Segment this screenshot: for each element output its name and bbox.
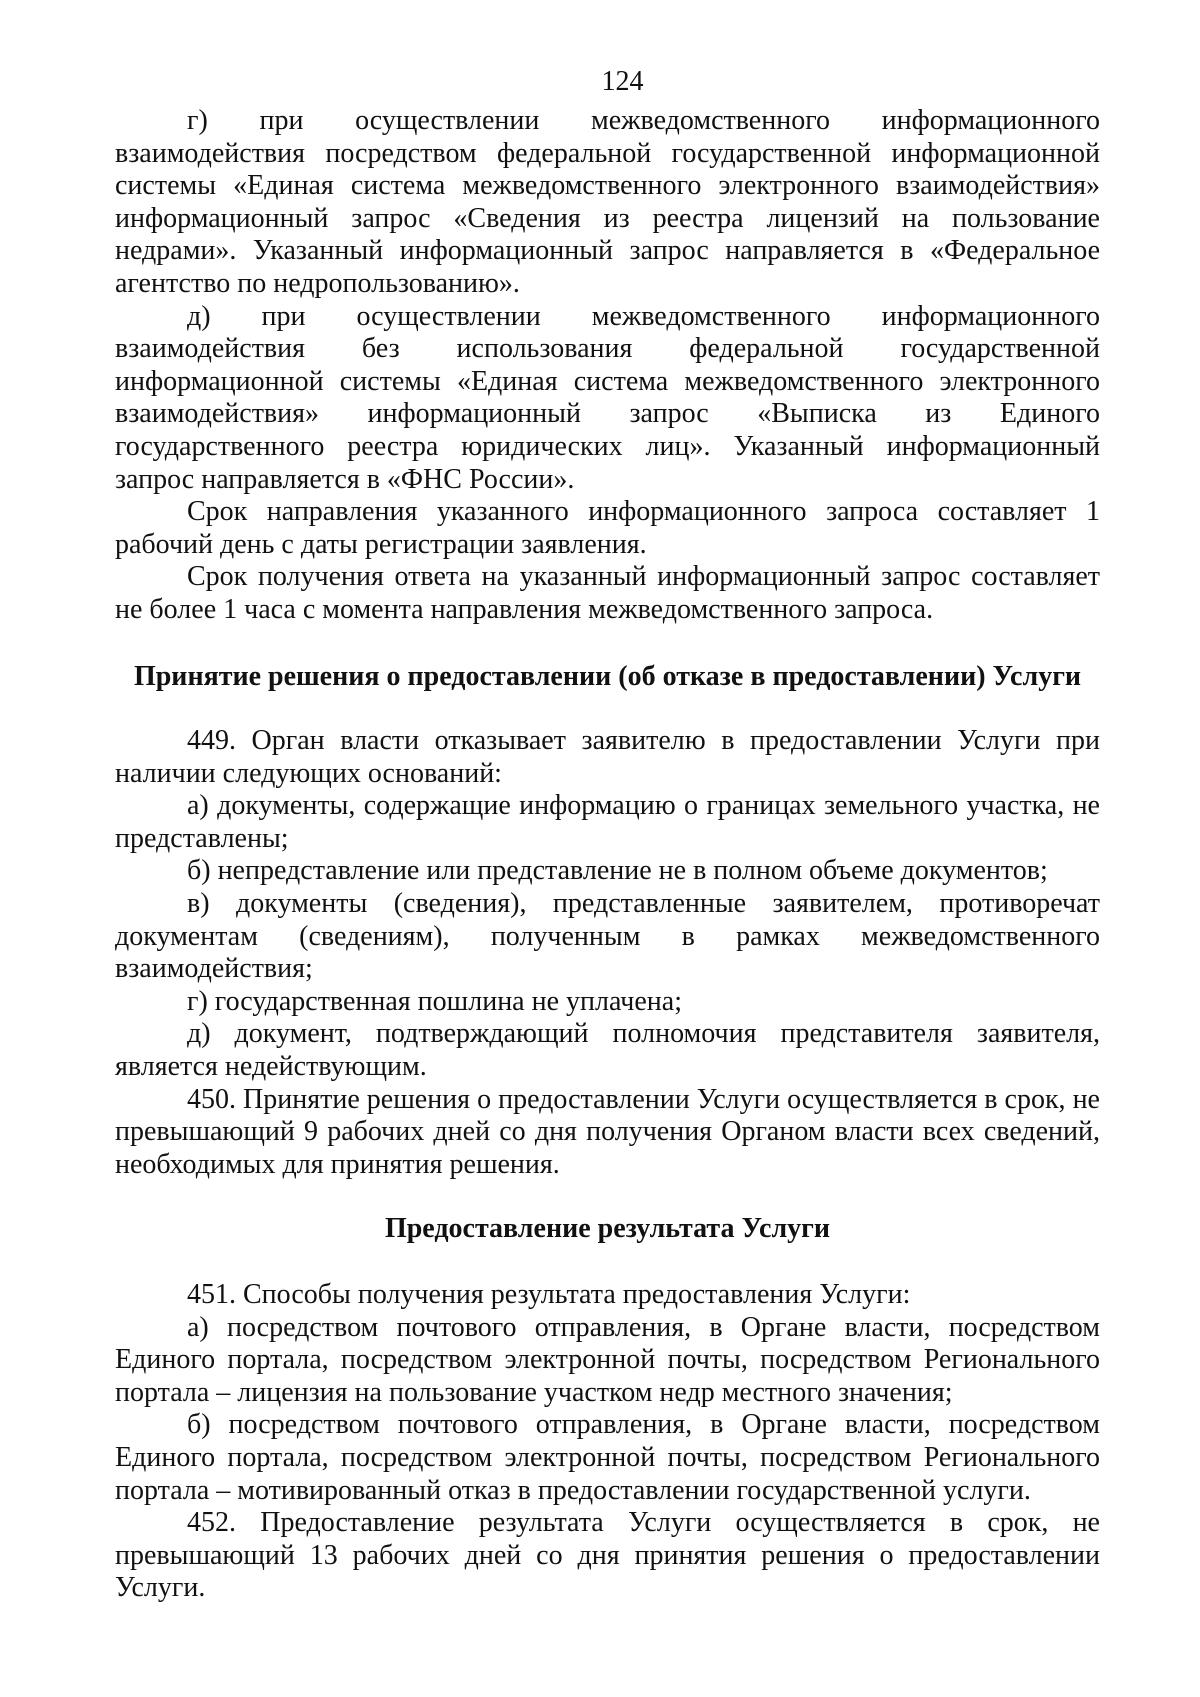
section-heading-decision: Принятие решения о предоставлении (об отказе в предоставлении) Услуги [133, 660, 1082, 692]
document-page [115, 66, 1100, 1605]
paragraph-452: 452. Предоставление результата Услуги осуществляется в срок, не превышающий 13 рабочих дней со дня принятия решения о предоставлении Услуги. [115, 1507, 1100, 1604]
paragraph-449-v: в) документы (сведения), представленные заявителем, противоречат документам (сведениям), полученным в рамках межведомственного взаимодействия; [115, 888, 1100, 985]
paragraph-srok-napravleniya: Срок направления указанного информационного запроса составляет 1 рабочий день с даты регистрации заявления. [115, 496, 1100, 560]
paragraph-450: 450. Принятие решения о предоставлении Услуги осуществляется в срок, не превышающий 9 рабочих дней со дня получения Органом власти всех сведений, необходимых для принятия решения. [115, 1083, 1100, 1180]
paragraph-449-b: б) непредставление или представление не в полном объеме документов; [187, 855, 1048, 887]
paragraph-449-g: г) государственная пошлина не уплачена; [187, 985, 682, 1017]
paragraph-449-d: д) документ, подтверждающий полномочия представителя заявителя, является недействующим. [115, 1018, 1100, 1083]
paragraph-d-vypiska-egrul: д) при осуществлении межведомственного информационного взаимодействия без использования федеральной государственной информационной системы «Единая система межведомственного электронного взаимодействия» информационный запрос «Выписка из Единого государственного реестра юридических лиц». Указанный информационный запрос направляется в «ФНС России». [115, 300, 1100, 495]
paragraph-451-a: а) посредством почтового отправления, в Органе власти, посредством Единого портала, посредством электронной почты, посредством Регионального портала – лицензия на пользование участком недр местного значения; [115, 1311, 1100, 1408]
paragraph-g-sved-reestr: г) при осуществлении межведомственного информационного взаимодействия посредством федеральной государственной информационной системы «Единая система межведомственного электронного взаимодействия» информационный запрос «Сведения из реестра лицензий на пользование недрами». Указанный информационный запрос направляется в «Федеральное агентство по недропользованию». [115, 105, 1100, 299]
section-heading-result: Предоставление результата Услуги [384, 1213, 831, 1245]
paragraph-srok-polucheniya: Срок получения ответа на указанный информационный запрос составляет не более 1 часа с момента направления межведомственного запроса. [115, 561, 1100, 625]
paragraph-451: 451. Способы получения результата предоставления Услуги: [187, 1279, 911, 1310]
paragraph-451-b: б) посредством почтового отправления, в Органе власти, посредством Единого портала, посредством электронной почты, посредством Регионального портала – мотивированный отказ в предоставлении государственной услуги. [115, 1409, 1100, 1506]
paragraph-449-a: а) документы, содержащие информацию о границах земельного участка, не представлены; [115, 790, 1100, 854]
paragraph-449: 449. Орган власти отказывает заявителю в предоставлении Услуги при наличии следующих оснований: [115, 725, 1100, 789]
page-number: 124 [601, 66, 644, 97]
